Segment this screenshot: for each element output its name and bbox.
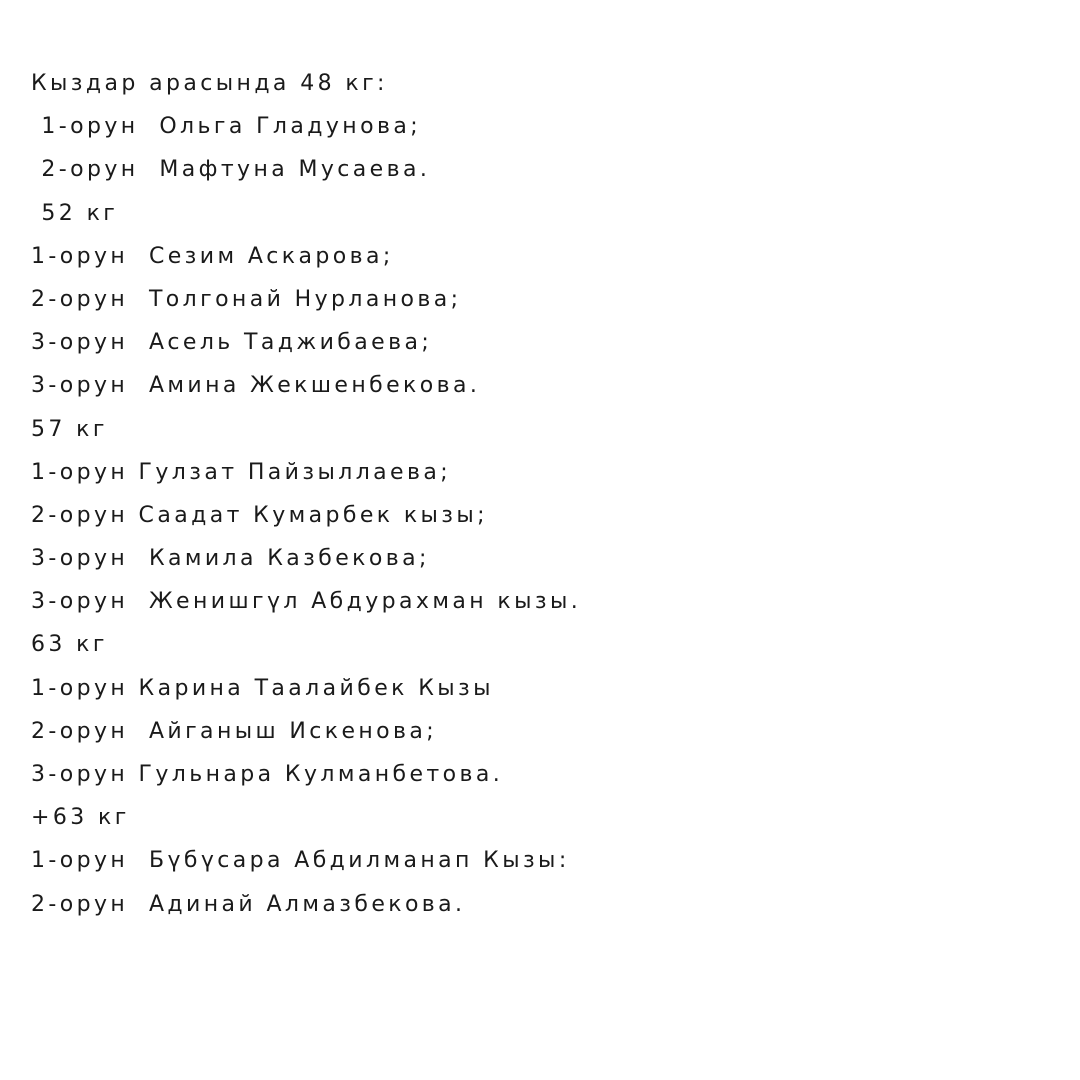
result-line: 2-орун Адинай Алмазбекова. (31, 891, 466, 917)
results-text (31, 62, 1031, 926)
weight-class-52kg: 52 кг (31, 200, 119, 226)
result-line: 2-орун Саадат Кумарбек кызы; (31, 502, 488, 528)
result-line: 3-орун Гульнара Кулманбетова. (31, 762, 504, 787)
weight-class-63kg: 63 кг (31, 632, 108, 658)
result-line: 1-орун Гулзат Пайзыллаева; (31, 459, 452, 485)
result-line: 3-орун Камила Казбекова; (31, 546, 430, 572)
heading-48kg: Кыздар арасында 48 кг: (31, 71, 388, 96)
result-line: 1-орун Бүбүсара Абдилманап Кызы: (31, 848, 570, 874)
result-line: 1-орун Карина Таалайбек Кызы (31, 675, 494, 701)
result-line: 1-орун Сезим Аскарова; (31, 243, 394, 269)
weight-class-57kg: 57 кг (31, 416, 108, 442)
result-line: 3-орун Амина Жекшенбекова. (31, 373, 481, 399)
result-line: 1-орун Ольга Гладунова; (31, 114, 422, 140)
result-line: 3-орун Асель Таджибаева; (31, 330, 433, 356)
result-line: 3-орун Женишгүл Абдурахман кызы. (31, 589, 582, 615)
result-line: 2-орун Айганыш Искенова; (31, 718, 438, 744)
result-line: 2-орун Толгонай Нурланова; (31, 286, 462, 312)
result-line: 2-орун Мафтуна Мусаева. (31, 157, 431, 183)
weight-class-plus-63kg: +63 кг (31, 805, 130, 831)
